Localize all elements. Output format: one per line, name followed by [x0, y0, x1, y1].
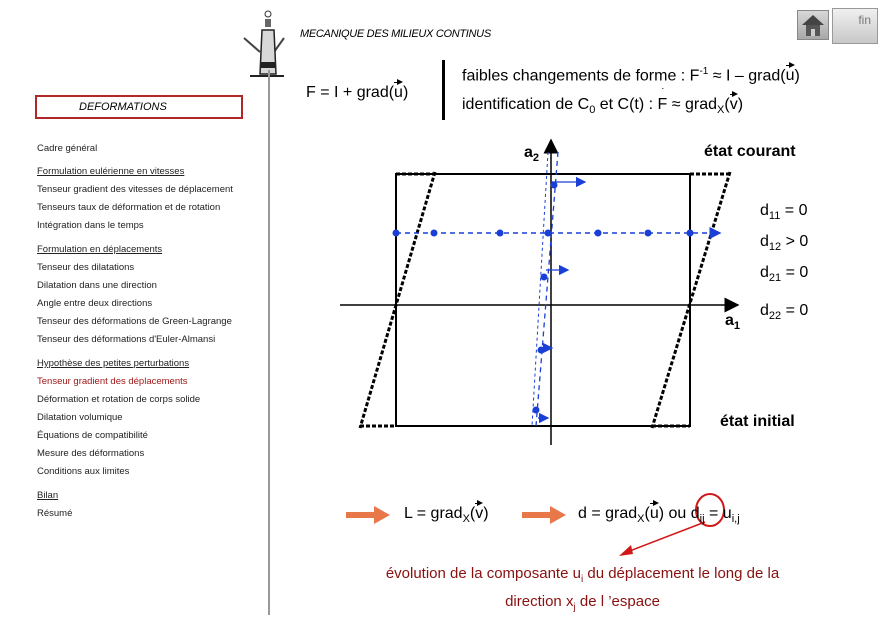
sidebar-item[interactable]: Déformation et rotation de corps solide — [37, 394, 201, 405]
section-title: DEFORMATIONS — [35, 95, 243, 119]
component-d22: $d_{22} = 0$ — [760, 302, 809, 323]
component-d12: $d_{12} > 0$ — [760, 233, 809, 254]
sidebar-item[interactable]: Cadre général — [37, 143, 98, 154]
material-line-sheared — [536, 152, 558, 426]
annotation-pointer-line — [615, 520, 715, 560]
fin-button[interactable]: fin — [832, 8, 878, 44]
home-icon — [798, 11, 828, 39]
sidebar-item[interactable]: Dilatation dans une direction — [37, 280, 157, 291]
formula-d: d = grad$_X$(u) ou $d_{ij} = u_{i,j}$ — [578, 505, 740, 526]
arrow-right-icon-2 — [522, 505, 566, 525]
material-line-sheared-left — [532, 152, 548, 426]
sidebar-item[interactable]: Mesure des déformations — [37, 448, 145, 459]
sidebar-item[interactable]: Tenseur des déformations d'Euler-Almansi — [37, 334, 216, 345]
formula-separator — [442, 60, 445, 120]
label-a2: $a_2$ — [524, 144, 540, 165]
label-etat-initial: état initial — [720, 413, 795, 430]
sidebar-item[interactable]: Résumé — [37, 508, 73, 519]
label-a1: $a_1$ — [725, 312, 741, 333]
sidebar-item[interactable]: Tenseurs taux de déformation et de rotation — [37, 202, 221, 213]
sidebar-item[interactable]: Tenseur gradient des vitesses de déplacement — [37, 184, 233, 195]
formula-small-changes: faibles changements de forme : $F^{-1} \approx I$ – grad(u) — [462, 66, 800, 85]
material-points-sheared — [533, 182, 558, 414]
sidebar-divider — [268, 70, 270, 615]
formula-identification: identification de $C_0$ et C(t) : F ˙ ≈ grad$_X$(v) — [462, 87, 744, 117]
deformation-diagram — [300, 130, 770, 460]
label-etat-courant: état courant — [704, 143, 796, 160]
explanation-text: évolution de la composante $u_i$ du déplacement le long de la direction $x_j$ de l ’espace — [385, 565, 780, 613]
sidebar-item[interactable]: Angle entre deux directions — [37, 298, 153, 309]
sidebar-item[interactable]: Tenseur gradient des déplacements — [37, 376, 188, 387]
sidebar-item[interactable]: Formulation eulérienne en vitesses — [37, 166, 185, 177]
sidebar-item[interactable]: Conditions aux limites — [37, 466, 130, 477]
page-title: MECANIQUE DES MILIEUX CONTINUS — [300, 28, 491, 40]
initial-square — [396, 174, 690, 426]
lighthouse-logo — [240, 8, 286, 80]
sidebar-item[interactable]: Hypothèse des petites perturbations — [37, 358, 190, 369]
sidebar-item[interactable]: Dilatation volumique — [37, 412, 123, 423]
home-button[interactable] — [797, 10, 829, 40]
deformed-left-side — [360, 172, 435, 428]
sidebar-item[interactable]: Bilan — [37, 490, 59, 501]
sidebar-item[interactable]: Formulation en déplacements — [37, 244, 163, 255]
sidebar-item[interactable]: Équations de compatibilité — [37, 430, 148, 441]
sidebar-item[interactable]: Intégration dans le temps — [37, 220, 144, 231]
sidebar-item[interactable]: Tenseur des déformations de Green-Lagrange — [37, 316, 232, 327]
component-d11: $d_{11} = 0$ — [760, 202, 808, 223]
sidebar-item[interactable]: Tenseur des dilatations — [37, 262, 135, 273]
arrow-right-icon — [346, 505, 390, 525]
formula-F: F = I + grad(u) — [306, 84, 409, 101]
formula-L: L = grad$_X$(v) — [404, 505, 489, 526]
component-d21: $d_{21} = 0$ — [760, 264, 809, 285]
